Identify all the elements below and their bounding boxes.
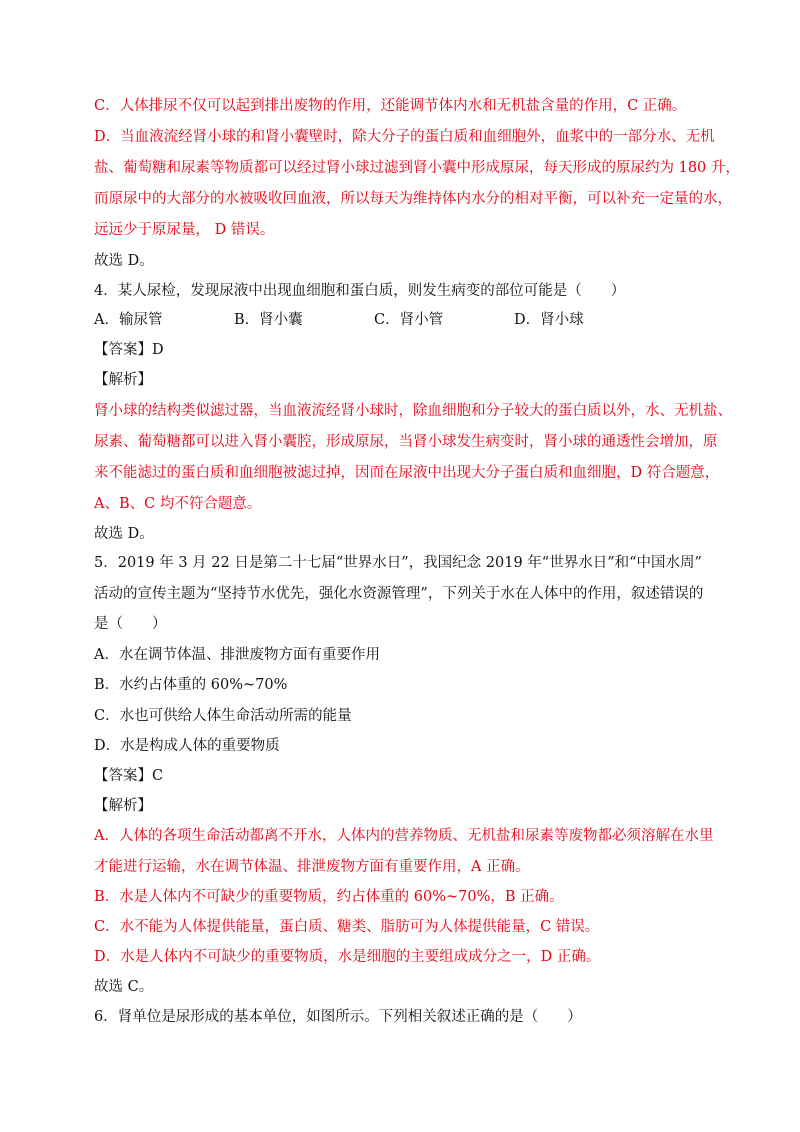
q5-answer-label: 【答案】C bbox=[94, 768, 164, 784]
q5-conclusion: 故选 C。 bbox=[94, 979, 154, 995]
q3-option-c-analysis: C．人体排尿不仅可以起到排出废物的作用，还能调节体内水和无机盐含量的作用，C 正确。 bbox=[94, 98, 687, 114]
q5-analysis-label: 【解析】 bbox=[94, 798, 152, 814]
q4-stem: 4．某人尿检，发现尿液中出现血细胞和蛋白质，则发生病变的部位可能是（ ） bbox=[94, 283, 626, 299]
q6-stem: 6．肾单位是尿形成的基本单位，如图所示。下列相关叙述正确的是（ ） bbox=[94, 1009, 582, 1025]
q5-analysis-line-2: 才能进行运输，水在调节体温、排泄废物方面有重要作用，A 正确。 bbox=[94, 859, 530, 875]
q3-option-d-analysis-line-3: 而原尿中的大部分的水被吸收回血液，所以每天为维持体内水分的相对平衡，可以补充一定量的水， bbox=[94, 191, 732, 207]
q3-option-d-analysis-line-1: D．当血液流经肾小球的和肾小囊壁时，除大分子的蛋白质和血细胞外，血浆中的一部分水、无机 bbox=[94, 129, 715, 145]
q4-analysis-label: 【解析】 bbox=[94, 372, 152, 388]
q5-analysis-line-5: D．水是人体内不可缺少的重要物质，水是细胞的主要组成成分之一，D 正确。 bbox=[94, 949, 601, 965]
q5-analysis-line-4: C．水不能为人体提供能量，蛋白质、糖类、脂肪可为人体提供能量，C 错误。 bbox=[94, 919, 600, 935]
q4-analysis-line-3: 来不能滤过的蛋白质和血细胞被滤过掉，因而在尿液中出现大分子蛋白质和血细胞，D 符合题意， bbox=[94, 465, 720, 481]
q5-option-d: D．水是构成人体的重要物质 bbox=[94, 738, 280, 754]
q4-answer-label: 【答案】D bbox=[94, 342, 164, 358]
q3-conclusion: 故选 D。 bbox=[94, 253, 154, 269]
q5-stem-line-2: 活动的宣传主题为“坚持节水优先，强化水资源管理”，下列关于水在人体中的作用，叙述错误的 bbox=[94, 586, 704, 602]
q4-option-d: D．肾小球 bbox=[514, 312, 584, 328]
q5-stem-line-1: 5．2019 年 3 月 22 日是第二十七届“世界水日”，我国纪念 2019 年“世界水日”和“中国水周” bbox=[94, 555, 702, 571]
q3-option-d-analysis-line-2: 盐、葡萄糖和尿素等物质都可以经过肾小球过滤到肾小囊中形成原尿，每天形成的原尿约为 180 升， bbox=[94, 160, 740, 176]
q4-option-a: A．输尿管 bbox=[94, 312, 163, 328]
q4-analysis-line-1: 肾小球的结构类似滤过器，当血液流经肾小球时，除血细胞和分子较大的蛋白质以外，水、无机盐、 bbox=[94, 403, 732, 419]
q4-option-b: B．肾小囊 bbox=[234, 312, 303, 328]
q5-option-c: C．水也可供给人体生命活动所需的能量 bbox=[94, 708, 352, 724]
q4-conclusion: 故选 D。 bbox=[94, 526, 154, 542]
q4-option-c: C．肾小管 bbox=[374, 312, 444, 328]
q4-options bbox=[94, 310, 714, 330]
q4-analysis-line-4: A、B、C 均不符合题意。 bbox=[94, 496, 262, 512]
q5-option-b: B．水约占体重的 60%~70% bbox=[94, 677, 288, 693]
q4-analysis-line-2: 尿素、葡萄糖都可以进入肾小囊腔，形成原尿，当肾小球发生病变时，肾小球的通透性会增加，原 bbox=[94, 434, 718, 450]
q5-analysis-line-3: B．水是人体内不可缺少的重要物质，约占体重的 60%~70%，B 正确。 bbox=[94, 889, 564, 905]
q5-stem-line-3: 是（ ） bbox=[94, 616, 167, 632]
q5-option-a: A．水在调节体温、排泄废物方面有重要作用 bbox=[94, 647, 380, 663]
q3-option-d-analysis-line-4: 远远少于原尿量， D 错误。 bbox=[94, 222, 275, 238]
q5-analysis-line-1: A．人体的各项生命活动都离不开水，人体内的营养物质、无机盐和尿素等废物都必须溶解在水里 bbox=[94, 828, 714, 844]
